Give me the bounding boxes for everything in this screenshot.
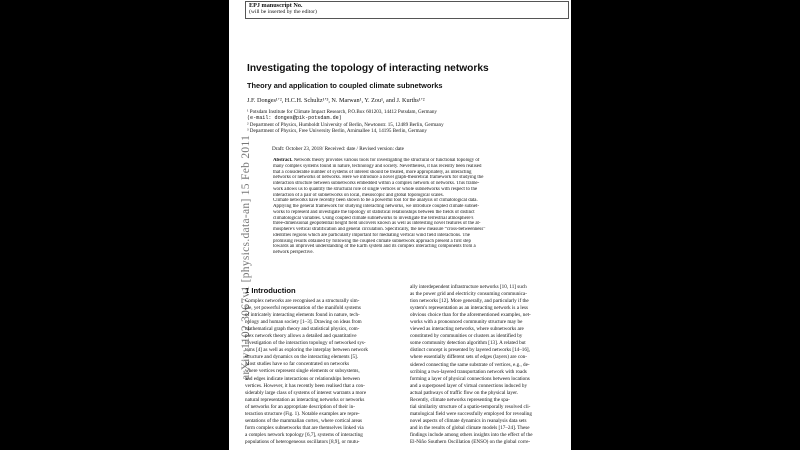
right-column-line: Recently, climate networks representing the spa- [410,396,510,403]
abstract-line: towards an improved understanding of the Earth system and its complex interacting components from a [273,244,476,250]
right-column-line: tial similarity structure of a spatio-temporally resolved cli- [410,403,531,410]
right-column-line: novel aspects of climate dynamics in reanalysis data sets [410,417,527,424]
left-column-line: mathematical graph theory and statistical physics, com- [245,326,360,333]
right-column-line: constituted by communities or clusters as identified by [410,333,523,340]
left-column-line: of networks for an appropriate description of their in- [245,403,355,410]
left-column-line: populations of heterogeneous oscillators [8,9], or mutu- [245,438,360,445]
right-column-line: sidered connecting the same substrate of vertices, e.g., de- [410,361,530,368]
abstract-line: Climate networks have recently been shown to be a powerful tool for the analysis of climatological data. [273,198,478,204]
abstract-line: networks or networks of networks. Here we introduce a novel graph-theoretical framework for studying the [273,175,484,181]
left-column-line: where vertices represent single elements or subsystems, [245,368,360,375]
affiliation-1: ¹ Potsdam Institute for Climate Impact Research, P.O.Box 601203, 14412 Potsdam, Germany [247,109,437,115]
abstract-line: climatological variables. Using coupled climate subnetworks to investigate the terrestrial atmosphere's [273,215,474,221]
left-column-line: teraction structure (Fig. 1). Notable examples are repre- [245,410,360,417]
left-column-line: vertices. However, it has recently been realised that a con- [245,382,365,389]
left-column-line: Complex networks are recognised as a structurally sim- [245,298,360,304]
author-list: J.F. Donges¹ʼ², H.C.H. Schultz¹ʼ³, N. Marwan¹, Y. Zou¹, and J. Kurths¹ʼ² [247,97,425,104]
affiliation-2: ² Department of Physics, Humboldt University of Berlin, Newtonstr. 15, 12489 Berlin, Germany [247,122,444,128]
right-column-line: as the power grid and electricity consuming communica- [410,291,527,298]
left-column-line: natural representation as interacting networks or networks [245,396,365,403]
paper-subtitle: Theory and application to coupled climate subnetworks [247,81,443,90]
right-column-line: where essentially different sets of edges (layers) are con- [410,354,527,361]
left-column-line: tems [4] as well as exploring the interplay between network [245,347,368,354]
right-column-line: distinct concept is presented by layered networks [14–16], [410,347,530,354]
right-column-line: system's representation as an interacting network is a less [410,305,528,312]
journal-header-line2: (will be inserted by the editor) [249,9,317,15]
left-column-line: nology and human society [1–3]. Drawing on ideas from [245,319,362,326]
left-column-line: investigation of the interaction topology of networked sys- [245,340,366,347]
right-column-line: El-Niño Southern Oscillation (ENSO) on the global corre- [410,439,531,446]
abstract-line: three-dimensional geopotential height field uncovers known as well as interesting novel features of the at- [273,221,481,227]
draft-dates: Draft: October 23, 2018/ Received: date / Revised version: date [272,146,404,152]
abstract-line: works to represent and investigate the topology of statistical relationships between the fields of distinct [273,209,475,215]
right-column-line: matological field were successfully employed for revealing [410,410,532,417]
abstract-line: Applying the general framework for studying interacting networks, we introduce coupled climate subnet- [273,204,480,209]
left-column-line: sentations of the mammalian cortex, where cortical areas [245,417,363,424]
left-column-line: of intricately interacting elements found in nature, tech- [245,312,360,319]
right-column-line: actual pathways of traffic flow on the physical layer. [410,389,518,396]
journal-header-line1: EPJ manuscript No. [249,2,303,9]
abstract-line: interaction of a pair of subnetworks on local, mesoscopic and global topological scales. [273,192,444,198]
left-column-line: ple, yet powerful representation of the manifold systems [245,305,361,312]
left-column-line: Most studies have so far concentrated on networks [245,361,350,368]
left-column-line: siderably large class of systems of interest warrants a more [245,389,367,396]
abstract [273,158,543,256]
right-column-line: findings include among others insights into the effect of the [410,431,533,438]
right-column-line: some community detection algorithm [13]. A related but [410,340,526,347]
left-column-line: plex network theory allows a detailed and quantitative [245,333,357,340]
right-column-line: and a superposed layer of virtual connections induced by [410,382,528,389]
right-column-line: viewed as interacting networks, where subnetworks are [410,326,524,333]
left-column-line: a complex network topology [6,7], systems of interacting [245,431,363,438]
right-column-line: obvious choice than for the aforementioned examples, net- [410,312,531,319]
left-column-line: and edges indicate interactions or relationships between [245,375,360,382]
right-column-line: tion networks [12]. More generally, and particularly if the [410,298,529,305]
left-text-column [245,298,401,446]
right-column-line: and in the results of global climate models [17–24]. These [410,424,530,431]
right-column-line: scribing a two-layered transportation network with roads [410,368,527,375]
left-column-line: structure and dynamics on the interacting elements [5]. [245,354,359,361]
affiliation-email: (e-mail: donges@pik-potsdam.de) [247,115,342,121]
section-heading-introduction: 1 Introduction [245,286,296,295]
right-column-line: forming a layer of physical connections between locations [410,375,530,382]
abstract-line: network perspective. [273,250,314,255]
abstract-line: identifies regions which are particularly important for mediating vertical wind field interactions. The [273,232,470,238]
right-column-line: ally interdependent infrastructure networks [10, 11] such [410,284,527,290]
abstract-line: many complex systems found in nature, technology and society. Nevertheless, it has recently been realised [273,163,482,169]
abstract-line: promising results obtained by following the coupled climate subnetwork approach present a first step [273,238,471,244]
affiliation-3: ³ Department of Physics, Free University Berlin, Arnimallee 14, 14195 Berlin, Germany [247,128,427,134]
abstract-line: mosphere's vertical stratification and general circulation. Specifically, the new measure “cross-betweenness” [273,227,486,232]
abstract-line: Abstract. Network theory provides various tools for investigating the structural or functional topology of [273,158,480,163]
abstract-line: interaction structure between subnetworks embedded within a complex network of networks. This frame- [273,181,480,186]
right-column-line: works with a pronounced community structure may be [410,319,523,326]
abstract-line: that a considerable number of systems of interest should be treated, more appropriately, as interacting [273,169,472,175]
paper-title: Investigating the topology of interacting networks [247,63,489,74]
right-text-column [410,284,568,446]
abstract-line: work allows us to quantify the structural role of single vertices or whole subnetworks with respect to the [273,186,478,192]
arxiv-side-stamp: arXiv:1102.3067v1 [physics.data-an] 15 Feb 2011 [240,134,252,380]
left-column-line: form complex subnetworks that are themselves linked via [245,424,364,431]
journal-header-box [245,1,569,19]
